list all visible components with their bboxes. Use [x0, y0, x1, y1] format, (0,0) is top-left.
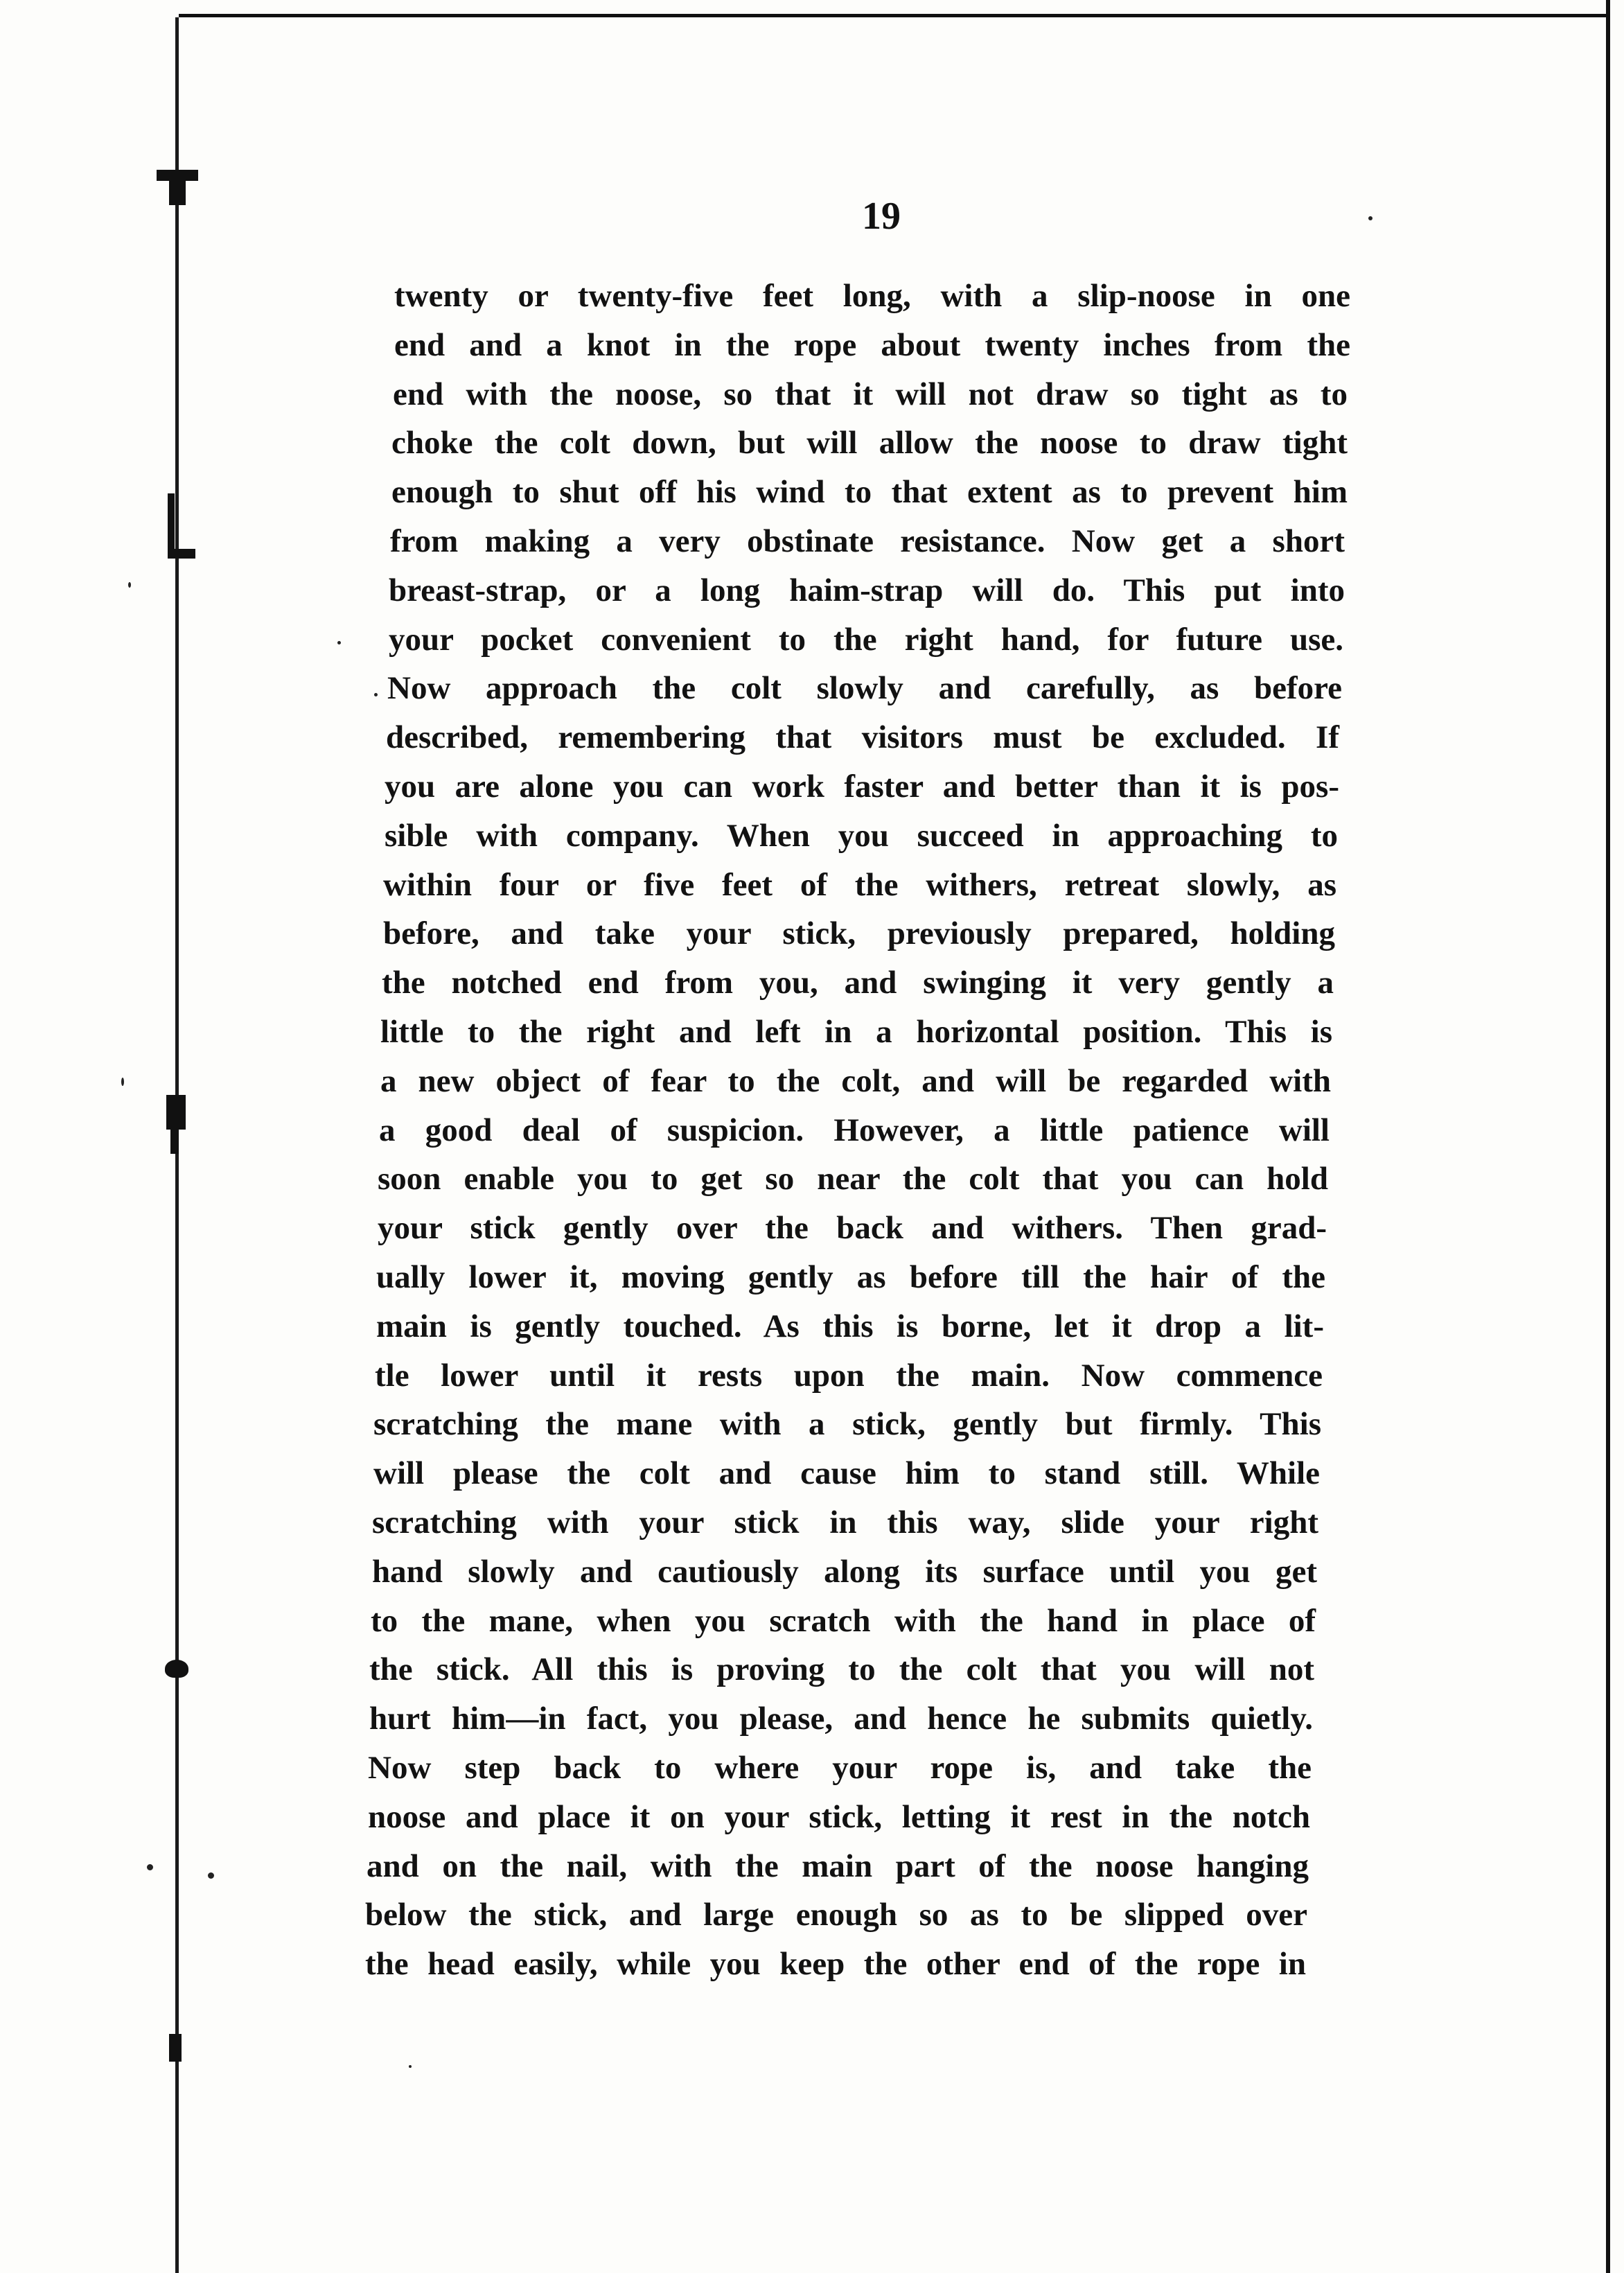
text-line: Now step back to where your rope is, and take the — [368, 1749, 1312, 1786]
text-line: breast-strap, or a long haim-strap will do. This put into — [389, 572, 1345, 608]
text-line: your pocket convenient to the right hand, for future use. — [389, 621, 1343, 658]
text-line: the stick. All this is proving to the colt that you will not — [369, 1651, 1314, 1688]
text-line: twenty or twenty-five feet long, with a slip-noose in one — [394, 278, 1350, 314]
speck — [147, 1864, 153, 1870]
text-line: little to the right and left in a horizontal position. This is — [380, 1013, 1332, 1050]
text-line: your stick gently over the back and withers. Then grad- — [378, 1210, 1327, 1247]
text-line: the notched end from you, and swinging it very gently a — [382, 965, 1334, 1001]
text-line: end and a knot in the rope about twenty inches from the — [394, 326, 1350, 363]
binding-mark — [169, 2034, 182, 2062]
text-line: you are alone you can work faster and better than it is pos- — [385, 768, 1339, 805]
text-line: and on the nail, with the main part of the noose hanging — [367, 1848, 1309, 1884]
text-line: from making a very obstinate resistance. Now get a short — [390, 523, 1345, 559]
text-line: described, remembering that visitors must be excluded. If — [386, 719, 1339, 756]
text-line: scratching with your stick in this way, slide your right — [372, 1504, 1318, 1541]
speck — [128, 582, 131, 588]
page-number: 19 — [862, 195, 901, 238]
top-border — [179, 14, 1607, 17]
binding-mark — [166, 1095, 186, 1130]
body-text — [365, 272, 1354, 1989]
text-line: soon enable you to get so near the colt that you can hold — [378, 1161, 1328, 1197]
text-line: Now approach the colt slowly and carefully, as before — [387, 670, 1342, 707]
text-line: scratching the mane with a stick, gently but firmly. This — [373, 1406, 1321, 1443]
text-line: end with the noose, so that it will not draw so tight as to — [393, 376, 1348, 412]
text-line: hurt him—in fact, you please, and hence he submits quietly. — [369, 1701, 1313, 1737]
binding-mark — [169, 179, 186, 205]
binding-mark — [168, 493, 175, 556]
text-line: a good deal of suspicion. However, a little patience will — [379, 1112, 1330, 1148]
binding-mark — [170, 1126, 179, 1154]
speck — [337, 641, 341, 644]
text-line: to the mane, when you scratch with the hand in place of — [371, 1602, 1316, 1639]
text-line: sible with company. When you succeed in approaching to — [385, 817, 1338, 854]
text-line: the head easily, while you keep the other end of the rope in — [365, 1946, 1306, 1983]
binding-mark — [165, 1660, 188, 1678]
text-line: below the stick, and large enough so as to be slipped over — [365, 1897, 1307, 1933]
speck — [1368, 216, 1373, 220]
text-line: choke the colt down, but will allow the noose to draw tight — [391, 425, 1348, 462]
text-line: before, and take your stick, previously prepared, holding — [383, 915, 1335, 952]
text-line: ually lower it, moving gently as before till the hair of the — [376, 1258, 1325, 1295]
text-line: main is gently touched. As this is borne, let it drop a lit- — [376, 1308, 1324, 1344]
text-line: a new object of fear to the colt, and will be regarded with — [380, 1062, 1331, 1099]
text-line: noose and place it on your stick, letting it rest in the notch — [368, 1798, 1310, 1835]
text-line: will please the colt and cause him to stand still. While — [373, 1455, 1320, 1492]
right-border — [1606, 0, 1610, 2273]
binding-mark — [168, 549, 195, 559]
text-line: within four or five feet of the withers, retreat slowly, as — [383, 866, 1336, 903]
speck — [409, 2065, 412, 2068]
speck — [208, 1872, 214, 1879]
text-line: enough to shut off his wind to that extent as to prevent him — [391, 474, 1348, 511]
speck — [121, 1078, 124, 1086]
text-line: tle lower until it rests upon the main. Now commence — [375, 1357, 1323, 1394]
text-line: hand slowly and cautiously along its surface until you get — [372, 1553, 1317, 1590]
